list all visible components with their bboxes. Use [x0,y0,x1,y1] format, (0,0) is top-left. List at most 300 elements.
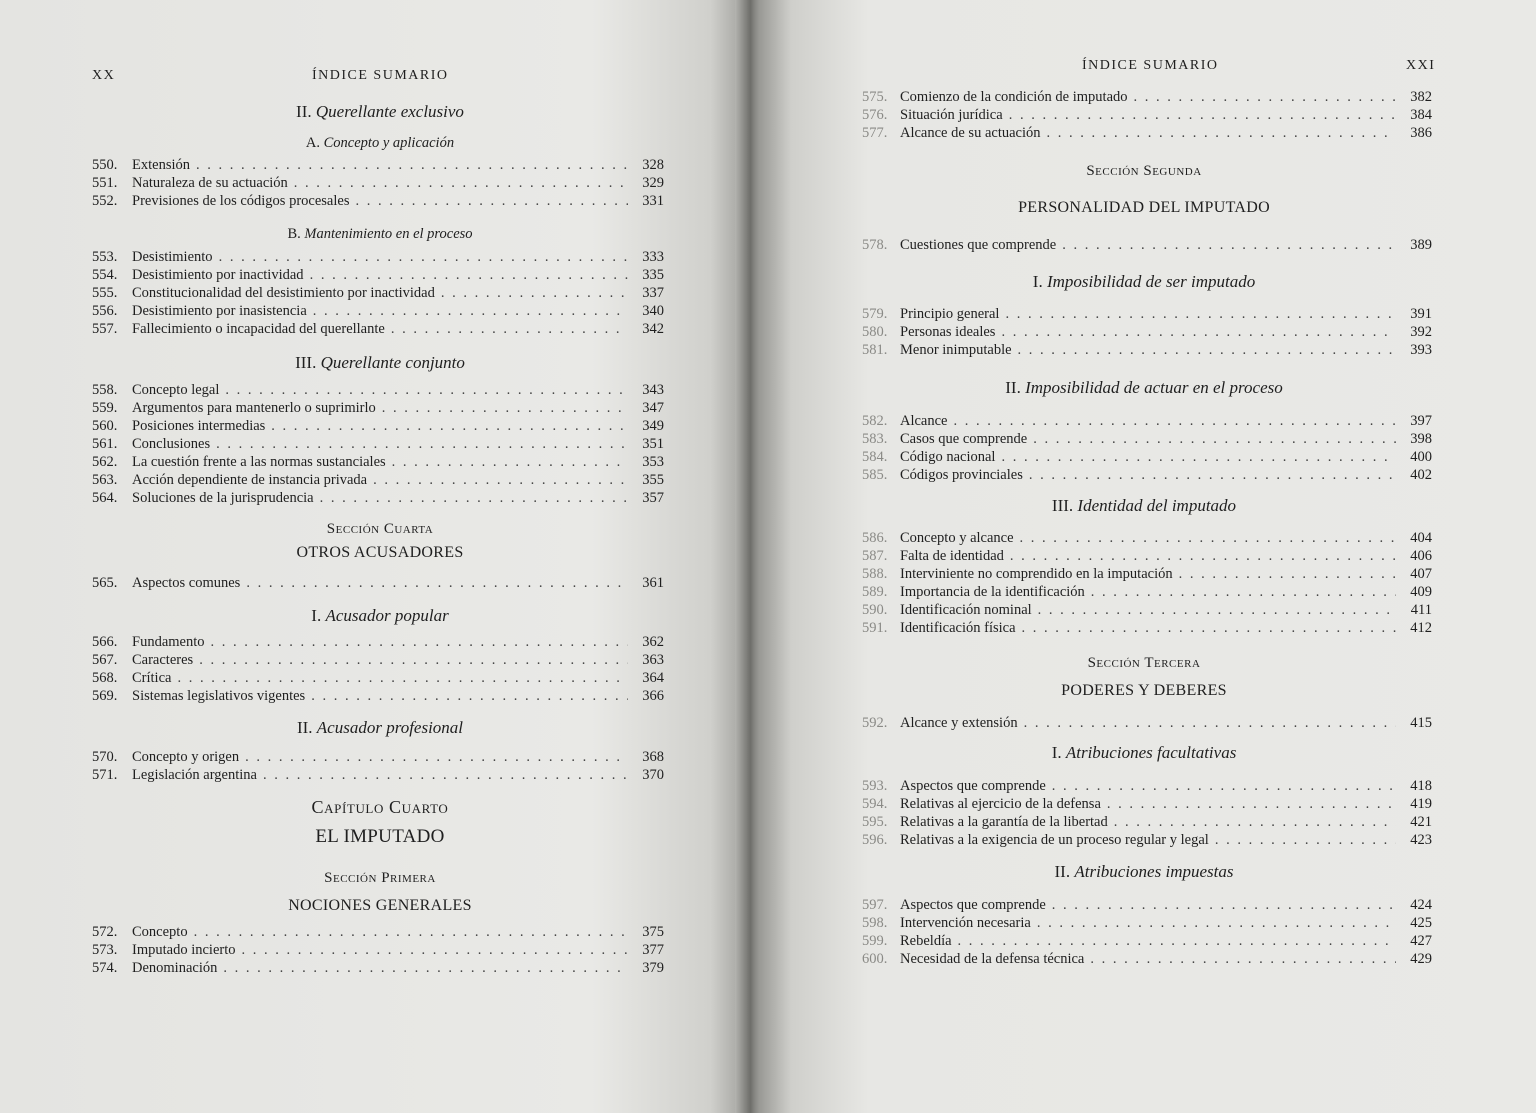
toc-entry [862,430,1432,448]
toc-leader-dots [373,471,628,489]
subsection-title: Querellante conjunto [320,353,465,372]
section-title: PODERES Y DEBERES [1061,682,1227,699]
toc-entry-title: Concepto [132,924,188,940]
subsection-title: Atribuciones impuestas [1074,862,1234,881]
toc-entry-number: 588. [862,566,888,582]
toc-leader-dots [310,266,628,284]
toc-entry [862,565,1432,583]
toc-entry-number: 593. [862,778,888,794]
toc-entry-page: 375 [642,924,664,940]
toc-entry-page: 335 [642,267,664,283]
lettered-heading-title: Concepto y aplicación [323,135,455,151]
toc-entry-page: 392 [1410,324,1432,340]
toc-leader-dots [1024,714,1396,732]
toc-entry-page: 333 [642,249,664,265]
toc-entry-number: 552. [92,193,118,209]
toc-leader-dots [1020,529,1396,547]
toc-entry [92,471,664,489]
toc-entry-page: 412 [1410,620,1432,636]
subsection-title: Imposibilidad de ser imputado [1046,272,1256,291]
toc-entry-number: 594. [862,796,888,812]
toc-leader-dots [271,417,628,435]
toc-entry [862,466,1432,484]
subsection-roman: II. [296,102,312,121]
subsection-roman: III. [295,353,317,372]
toc-entry-page: 424 [1410,897,1432,913]
toc-entry-number: 572. [92,924,118,940]
toc-entry-page: 406 [1410,548,1432,564]
toc-entry-number: 581. [862,342,888,358]
right-running-head: ÍNDICE SUMARIO [1082,58,1219,73]
toc-entry-page: 384 [1410,107,1432,123]
toc-entry-page: 400 [1410,449,1432,465]
toc-entry [862,583,1432,601]
toc-entry-number: 600. [862,951,888,967]
toc-leader-dots [1062,236,1396,254]
toc-entry-title: Relativas al ejercicio de la defensa [900,796,1101,812]
toc-leader-dots [177,669,628,687]
toc-leader-dots [382,399,628,417]
section-title: PERSONALIDAD DEL IMPUTADO [1018,199,1270,216]
toc-entry-number: 587. [862,548,888,564]
toc-leader-dots [1215,831,1396,849]
left-running-head: ÍNDICE SUMARIO [312,68,449,83]
toc-entry [862,601,1432,619]
toc-entry [92,248,664,266]
toc-entry-title: Sistemas legislativos vigentes [132,688,306,704]
toc-entry-number: 575. [862,89,888,105]
toc-entry-page: 361 [642,575,664,591]
toc-leader-dots [246,574,628,592]
toc-entry-title: Falta de identidad [900,548,1004,564]
subsection-heading [80,606,680,626]
toc-entry-title: Identificación nominal [900,602,1032,618]
toc-entry-title: Naturaleza de su actuación [132,175,288,191]
toc-entry-number: 585. [862,467,888,483]
toc-entry [862,305,1432,323]
toc-leader-dots [1134,88,1396,106]
toc-leader-dots [441,284,628,302]
toc-entry-page: 368 [642,749,664,765]
toc-entry-title: Imputado incierto [132,942,236,958]
section-heading: Sección Tercera [1087,655,1201,671]
toc-entry-page: 393 [1410,342,1432,358]
subsection-title: Identidad del imputado [1077,496,1237,515]
subsection-title: Querellante exclusivo [315,102,464,121]
subsection-heading [80,102,680,122]
toc-entry-title: Fundamento [132,634,205,650]
toc-entry-page: 337 [642,285,664,301]
toc-entry-title: Relativas a la exigencia de un proceso regular y legal [900,832,1209,848]
toc-entry-number: 592. [862,715,888,731]
toc-entry-page: 419 [1410,796,1432,812]
toc-entry [92,766,664,784]
toc-entry-title: La cuestión frente a las normas sustanciales [132,454,386,470]
toc-leader-dots [311,687,628,705]
toc-entry [92,651,664,669]
toc-entry-number: 562. [92,454,118,470]
toc-entry [862,831,1432,849]
toc-leader-dots [1005,305,1396,323]
toc-entry-number: 560. [92,418,118,434]
toc-entry-page: 429 [1410,951,1432,967]
toc-entry [92,302,664,320]
toc-entry-number: 576. [862,107,888,123]
toc-entry-page: 404 [1410,530,1432,546]
toc-entry-title: Intervención necesaria [900,915,1031,931]
toc-entry-page: 407 [1410,566,1432,582]
toc-leader-dots [263,766,628,784]
toc-entry [862,236,1432,254]
toc-leader-dots [1047,124,1397,142]
subsection-heading [844,862,1444,882]
toc-entry [862,529,1432,547]
toc-entry [862,124,1432,142]
toc-entry-number: 571. [92,767,118,783]
toc-entry [92,669,664,687]
toc-entry [862,714,1432,732]
toc-entry-title: Comienzo de la condición de imputado [900,89,1128,105]
lettered-heading [80,226,680,243]
toc-entry-title: Códigos provinciales [900,467,1023,483]
toc-leader-dots [1022,619,1396,637]
toc-entry-title: Caracteres [132,652,194,668]
toc-leader-dots [194,923,628,941]
toc-entry-page: 402 [1410,467,1432,483]
toc-leader-dots [225,381,628,399]
toc-entry-number: 599. [862,933,888,949]
toc-entry [862,950,1432,968]
toc-entry-number: 567. [92,652,118,668]
toc-entry-number: 582. [862,413,888,429]
toc-entry-page: 362 [642,634,664,650]
toc-entry [862,914,1432,932]
toc-leader-dots [1037,914,1396,932]
subsection-title: Imposibilidad de actuar en el proceso [1025,378,1283,397]
toc-entry-page: 418 [1410,778,1432,794]
toc-entry-number: 556. [92,303,118,319]
toc-entry-page: 389 [1410,237,1432,253]
toc-entry-page: 423 [1410,832,1432,848]
toc-entry-page: 379 [642,960,664,976]
toc-leader-dots [958,932,1396,950]
toc-leader-dots [1010,547,1396,565]
toc-entry-number: 558. [92,382,118,398]
toc-entry-title: Importancia de la identificación [900,584,1085,600]
toc-entry-number: 550. [92,157,118,173]
toc-entry-page: 353 [642,454,664,470]
toc-entry [92,399,664,417]
toc-entry-number: 569. [92,688,118,704]
toc-leader-dots [1038,601,1396,619]
toc-entry-number: 568. [92,670,118,686]
toc-entry [92,633,664,651]
toc-entry-title: Alcance y extensión [900,715,1018,731]
toc-leader-dots [196,156,628,174]
toc-entry-page: 398 [1410,431,1432,447]
toc-entry-title: Soluciones de la jurisprudencia [132,490,314,506]
toc-leader-dots [1091,583,1396,601]
toc-leader-dots [320,489,628,507]
subsection-title: Acusador popular [325,606,449,625]
toc-leader-dots [1018,341,1396,359]
toc-entry-title: Crítica [132,670,172,686]
toc-leader-dots [199,651,628,669]
toc-entry-number: 589. [862,584,888,600]
toc-entry-title: Interviniente no comprendido en la imputación [900,566,1173,582]
toc-entry-title: Personas ideales [900,324,996,340]
subsection-title: Acusador profesional [316,718,464,737]
toc-entry-title: Código nacional [900,449,996,465]
subsection-heading [844,496,1444,516]
toc-entry [92,174,664,192]
toc-entry-page: 349 [642,418,664,434]
toc-entry-number: 577. [862,125,888,141]
toc-entry [862,813,1432,831]
toc-entry-number: 564. [92,490,118,506]
toc-entry [92,320,664,338]
left-folio: XX [92,68,116,83]
toc-entry-title: Acción dependiente de instancia privada [132,472,368,488]
toc-entry-number: 561. [92,436,118,452]
toc-entry-page: 386 [1410,125,1432,141]
toc-entry-number: 565. [92,575,118,591]
subsection-roman: II. [296,718,313,737]
toc-entry [92,192,664,210]
left-page [0,0,740,1113]
subsection-roman: I. [1051,743,1062,762]
toc-entry-page: 351 [642,436,664,452]
toc-entry [92,748,664,766]
toc-entry [862,106,1432,124]
toc-entry-title: Necesidad de la defensa técnica [900,951,1085,967]
section-title: OTROS ACUSADORES [296,544,464,561]
toc-entry [92,435,664,453]
toc-entry-page: 331 [642,193,664,209]
toc-entry-number: 579. [862,306,888,322]
section-heading: Sección Cuarta [326,521,434,537]
toc-entry [92,923,664,941]
toc-entry [92,266,664,284]
toc-entry-title: Concepto y origen [132,749,240,765]
toc-entry [92,284,664,302]
toc-leader-dots [1001,323,1396,341]
toc-entry-title: Constitucionalidad del desistimiento por inactividad [132,285,435,301]
toc-entry [92,489,664,507]
toc-entry-title: Aspectos que comprende [900,778,1046,794]
toc-entry-page: 377 [642,942,664,958]
toc-entry-page: 409 [1410,584,1432,600]
toc-entry-number: 555. [92,285,118,301]
toc-entry-number: 584. [862,449,888,465]
toc-entry [862,88,1432,106]
toc-entry-title: Relativas a la garantía de la libertad [900,814,1108,830]
toc-entry-number: 583. [862,431,888,447]
toc-entry-page: 329 [642,175,664,191]
toc-entry [862,777,1432,795]
toc-entry-title: Alcance [900,413,948,429]
toc-entry-number: 595. [862,814,888,830]
section-heading: Sección Segunda [1086,163,1202,179]
toc-leader-dots [1114,813,1396,831]
toc-entry-page: 397 [1410,413,1432,429]
toc-entry-title: Aspectos que comprende [900,897,1046,913]
toc-entry-number: 580. [862,324,888,340]
toc-entry [92,417,664,435]
toc-entry-page: 425 [1410,915,1432,931]
toc-entry-page: 427 [1410,933,1432,949]
toc-leader-dots [355,192,628,210]
toc-leader-dots [1179,565,1396,583]
toc-leader-dots [1107,795,1396,813]
toc-entry-page: 391 [1410,306,1432,322]
toc-entry-title: Fallecimiento o incapacidad del querellante [132,321,385,337]
toc-leader-dots [392,453,628,471]
toc-entry [862,323,1432,341]
toc-entry-number: 553. [92,249,118,265]
toc-entry-title: Cuestiones que comprende [900,237,1057,253]
toc-entry-page: 342 [642,321,664,337]
toc-entry-number: 554. [92,267,118,283]
toc-entry-title: Menor inimputable [900,342,1012,358]
subsection-roman: III. [1051,496,1074,515]
toc-entry-page: 340 [642,303,664,319]
toc-leader-dots [294,174,628,192]
subsection-roman: I. [311,606,322,625]
toc-entry-page: 382 [1410,89,1432,105]
lettered-heading-letter: A. [305,135,320,151]
toc-entry-title: Situación jurídica [900,107,1003,123]
toc-entry [862,547,1432,565]
toc-entry-number: 590. [862,602,888,618]
toc-entry-page: 343 [642,382,664,398]
section-heading: Sección Primera [324,870,436,886]
toc-entry-number: 574. [92,960,118,976]
toc-leader-dots [1052,896,1396,914]
toc-entry-number: 597. [862,897,888,913]
lettered-heading-letter: B. [287,226,301,242]
toc-entry-number: 598. [862,915,888,931]
toc-entry-title: Identificación física [900,620,1016,636]
toc-entry-title: Conclusiones [132,436,211,452]
toc-entry-number: 570. [92,749,118,765]
toc-entry-number: 591. [862,620,888,636]
toc-entry-page: 357 [642,490,664,506]
toc-entry-page: 355 [642,472,664,488]
toc-entry-title: Desistimiento por inasistencia [132,303,307,319]
toc-entry-page: 366 [642,688,664,704]
toc-entry-number: 563. [92,472,118,488]
toc-entry [92,941,664,959]
section-title: NOCIONES GENERALES [288,897,472,914]
subsection-heading [844,743,1444,763]
toc-entry-title: Alcance de su actuación [900,125,1041,141]
toc-leader-dots [241,941,628,959]
lettered-heading [80,135,680,152]
toc-leader-dots [313,302,628,320]
toc-entry [92,381,664,399]
subsection-roman: II. [1054,862,1071,881]
toc-entry-number: 559. [92,400,118,416]
toc-leader-dots [219,248,628,266]
toc-leader-dots [1052,777,1396,795]
toc-leader-dots [1001,448,1396,466]
subsection-roman: II. [1005,378,1021,397]
toc-entry-title: Posiciones intermedias [132,418,266,434]
toc-entry-title: Denominación [132,960,218,976]
subsection-heading [80,353,680,373]
toc-entry [862,896,1432,914]
toc-entry-number: 578. [862,237,888,253]
toc-entry-title: Desistimiento [132,249,213,265]
toc-entry-number: 586. [862,530,888,546]
subsection-title: Atribuciones facultativas [1065,743,1237,762]
subsection-roman: I. [1032,272,1043,291]
toc-entry [92,687,664,705]
toc-entry-title: Aspectos comunes [132,575,241,591]
toc-leader-dots [954,412,1397,430]
subsection-heading [80,718,680,738]
toc-entry-page: 363 [642,652,664,668]
toc-entry [92,959,664,977]
toc-entry [92,453,664,471]
toc-leader-dots [216,435,628,453]
toc-entry-title: Rebeldía [900,933,952,949]
toc-entry-title: Casos que comprende [900,431,1028,447]
toc-leader-dots [245,748,628,766]
toc-entry-title: Previsiones de los códigos procesales [132,193,350,209]
subsection-heading [844,272,1444,292]
toc-entry-title: Concepto y alcance [900,530,1014,546]
toc-entry [92,574,664,592]
toc-entry-page: 411 [1410,602,1432,618]
toc-leader-dots [223,959,628,977]
toc-leader-dots [1029,466,1396,484]
toc-entry-number: 557. [92,321,118,337]
toc-leader-dots [1009,106,1396,124]
toc-entry [862,795,1432,813]
toc-entry-number: 551. [92,175,118,191]
toc-entry-title: Concepto legal [132,382,220,398]
toc-entry-page: 364 [642,670,664,686]
toc-leader-dots [211,633,629,651]
toc-entry-page: 347 [642,400,664,416]
lettered-heading-title: Mantenimiento en el proceso [304,226,473,242]
toc-leader-dots [391,320,628,338]
toc-entry-title: Principio general [900,306,1000,322]
toc-entry-page: 415 [1410,715,1432,731]
toc-entry-title: Desistimiento por inactividad [132,267,304,283]
toc-leader-dots [1090,950,1396,968]
toc-leader-dots [1033,430,1396,448]
toc-entry-title: Argumentos para mantenerlo o suprimirlo [132,400,376,416]
toc-entry [862,412,1432,430]
toc-entry-page: 421 [1410,814,1432,830]
toc-entry [862,932,1432,950]
toc-entry-page: 328 [642,157,664,173]
toc-entry-page: 370 [642,767,664,783]
subsection-heading [844,378,1444,398]
toc-entry [92,156,664,174]
right-page [760,0,1536,1113]
toc-entry [862,448,1432,466]
right-folio: XXI [1406,58,1436,73]
toc-entry-number: 596. [862,832,888,848]
toc-entry [862,619,1432,637]
toc-entry-number: 566. [92,634,118,650]
chapter-title: EL IMPUTADO [315,826,445,847]
toc-entry [862,341,1432,359]
